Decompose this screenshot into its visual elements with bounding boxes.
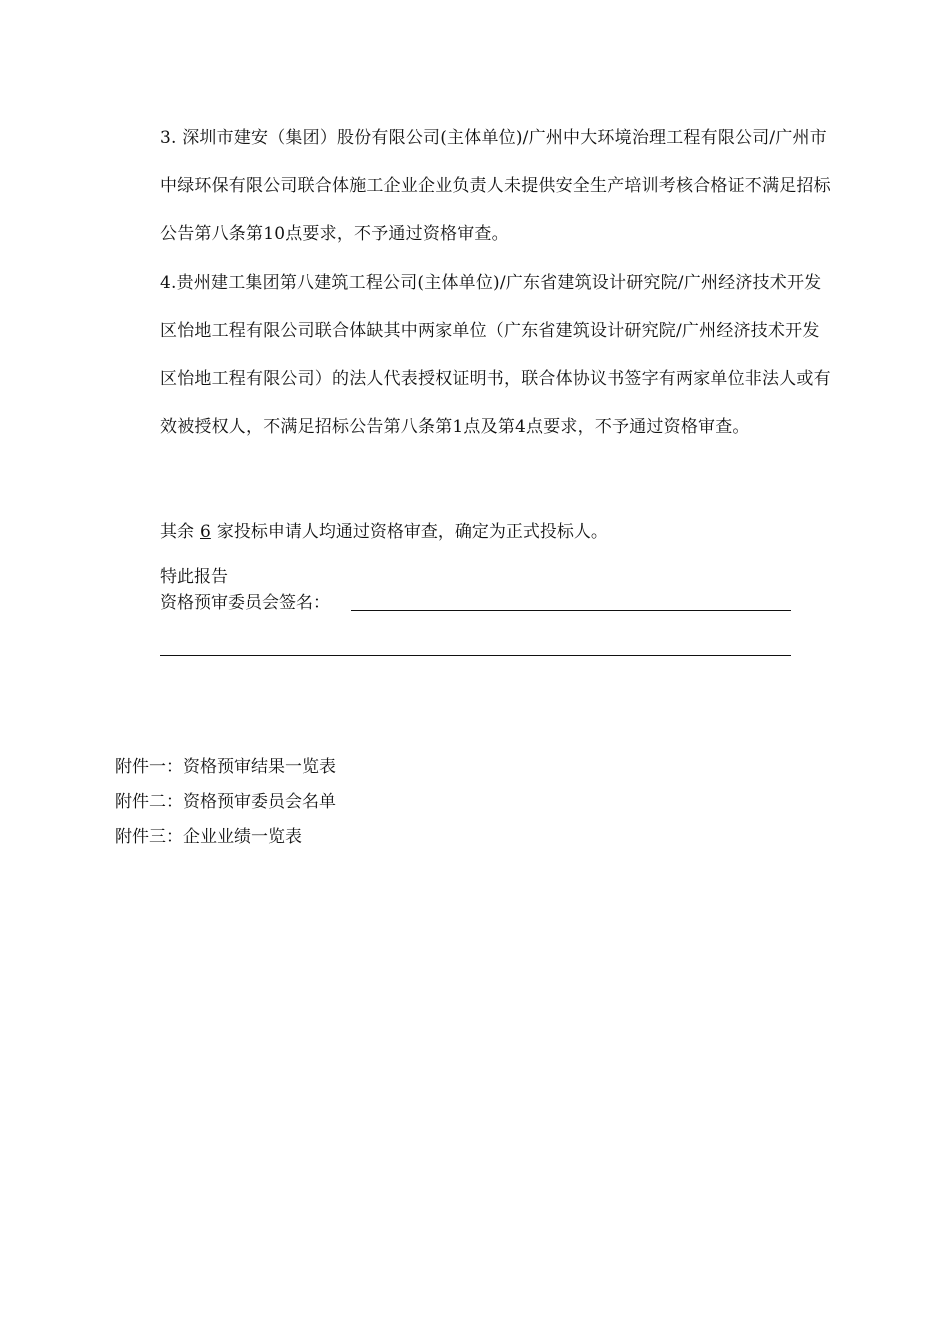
report-label: 特此报告 [160, 567, 228, 587]
paragraph-item-4: 4.贵州建工集团第八建筑工程公司(主体单位)/广东省建筑设计研究院/广州经济技术开发区怡地工程有限公司联合体缺其中两家单位（广东省建筑设计研究院/广州经济技术开发区怡地工程有限公司）的法人代表授权证明书，联合体协议书签字有两家单位非法人或有效被授权人，不满足招标公告第八条第1点及第4点要求，不予通过资格审查。 [160, 273, 831, 437]
attachment-list [115, 750, 336, 855]
attachment-item: 附件二：资格预审委员会名单 [115, 792, 336, 812]
signature-line-2 [160, 655, 791, 656]
remaining-count: 6 [200, 522, 211, 542]
attachment-item: 附件一：资格预审结果一览表 [115, 757, 336, 777]
remaining-applicants-sentence [160, 508, 608, 556]
paragraph-item-3: 3. 深圳市建安（集团）股份有限公司(主体单位)/广州中大环境治理工程有限公司/广州市中绿环保有限公司联合体施工企业企业负责人未提供安全生产培训考核合格证不满足招标公告第八条第10点要求，不予通过资格审查。 [160, 128, 831, 244]
attachment-item: 附件三：企业业绩一览表 [115, 827, 302, 847]
signature-label: 资格预审委员会签名： [160, 593, 330, 613]
remaining-prefix: 其余 [160, 522, 194, 542]
signature-line-1 [351, 610, 791, 611]
remaining-suffix: 家投标申请人均通过资格审查，确定为正式投标人。 [216, 522, 608, 542]
